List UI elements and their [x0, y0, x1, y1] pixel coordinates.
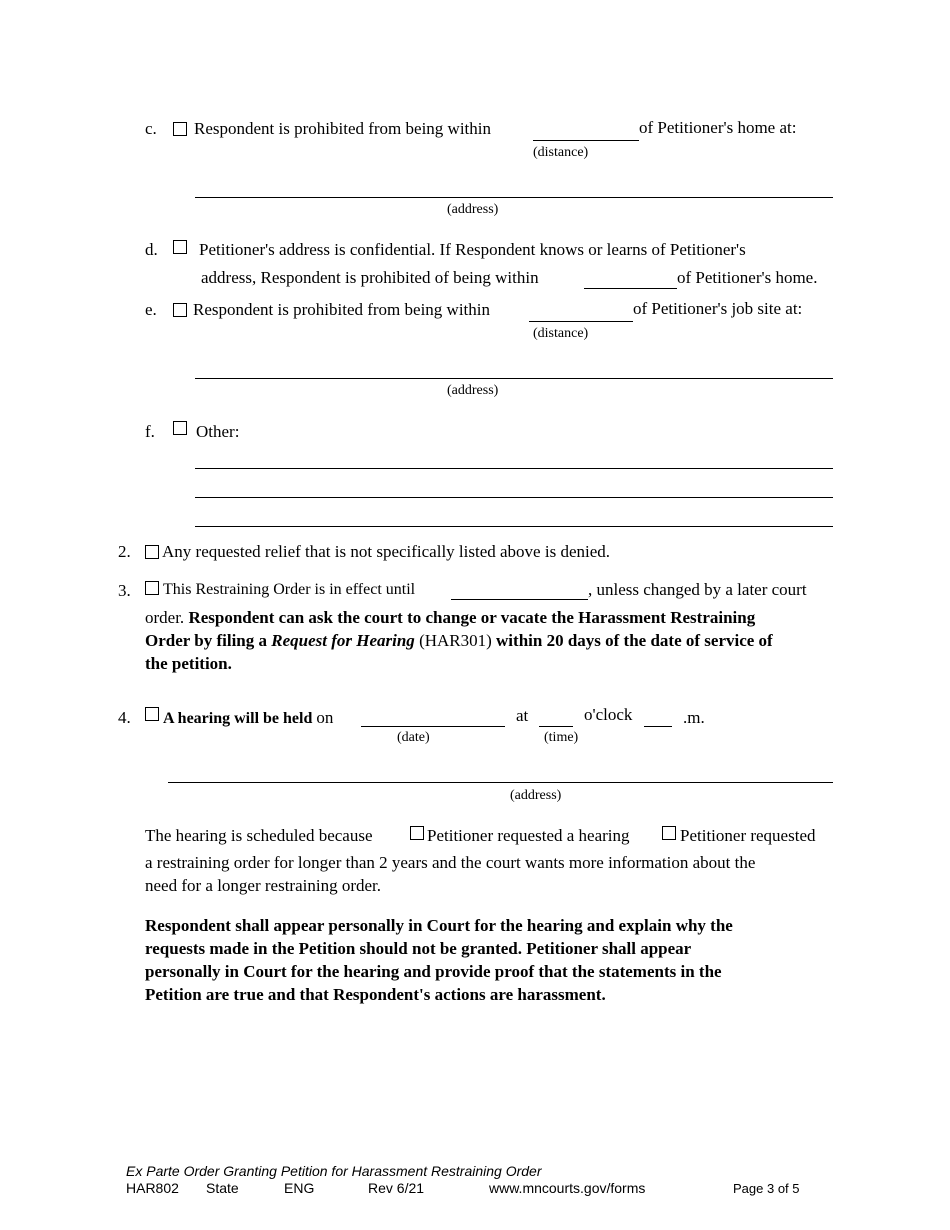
item-c-checkbox[interactable] — [173, 122, 187, 136]
footer-title: Ex Parte Order Granting Petition for Harassment Restraining Order — [126, 1163, 542, 1179]
item-3-line2-plain: order. — [145, 608, 185, 627]
item-2-text: Any requested relief that is not specifically listed above is denied. — [162, 542, 611, 561]
item-e-distance-blank[interactable] — [529, 321, 633, 322]
item-d-line2: address, Respondent is prohibited of being within — [201, 268, 539, 287]
item-3-line3 — [145, 632, 773, 649]
item-4-time-blank[interactable] — [539, 726, 573, 727]
item-4-address-label: (address) — [510, 788, 562, 803]
footer-page-number: Page 3 of 5 — [733, 1181, 800, 1196]
item-f-text: Other: — [196, 422, 240, 441]
item-3-checkbox[interactable] — [145, 581, 159, 595]
item-2-checkbox[interactable] — [145, 545, 159, 559]
item-3-date-blank[interactable] — [451, 599, 588, 600]
appearance-line1: Respondent shall appear personally in Court for the hearing and explain why the — [145, 916, 733, 935]
item-3-text-b: , unless changed by a later court — [588, 580, 807, 599]
item-e-distance-label: (distance) — [533, 326, 589, 341]
hearing-reason-line2: a restraining order for longer than 2 years and the court wants more information about the — [145, 853, 756, 872]
item-c-letter: c. — [145, 119, 157, 138]
item-c-distance-label: (distance) — [533, 145, 589, 160]
item-c-address-line[interactable] — [195, 197, 833, 198]
item-e-address-label: (address) — [447, 383, 499, 398]
item-4-line — [163, 709, 333, 727]
item-4-m-text: .m. — [683, 708, 705, 727]
appearance-line3: personally in Court for the hearing and provide proof that the statements in the — [145, 962, 722, 981]
item-d-letter: d. — [145, 240, 158, 259]
item-f-other-line-1[interactable] — [195, 468, 833, 469]
item-e-letter: e. — [145, 300, 157, 319]
item-4-on-text: on — [316, 708, 334, 727]
item-d-line1: Petitioner's address is confidential. If Respondent knows or learns of Petitioner's — [199, 240, 746, 259]
footer-website[interactable]: www.mncourts.gov/forms — [489, 1180, 646, 1196]
item-4-date-label: (date) — [397, 730, 430, 745]
footer-form-code: HAR802 — [126, 1180, 179, 1196]
item-f-letter: f. — [145, 422, 155, 441]
item-3-line2 — [145, 609, 755, 626]
hearing-reason-option2-checkbox[interactable] — [662, 826, 676, 840]
appearance-line4: Petition are true and that Respondent's actions are harassment. — [145, 985, 606, 1004]
item-e-checkbox[interactable] — [173, 303, 187, 317]
footer-language: ENG — [284, 1180, 315, 1196]
item-4-ampm-blank[interactable] — [644, 726, 672, 727]
hearing-reason-line3: need for a longer restraining order. — [145, 876, 382, 895]
item-4-oclock-text: o'clock — [584, 705, 633, 724]
item-4-date-blank[interactable] — [361, 726, 505, 727]
item-d-distance-blank[interactable] — [584, 288, 677, 289]
item-c-text: Respondent is prohibited from being within — [194, 119, 491, 138]
item-4-number: 4. — [118, 708, 131, 727]
item-3-text-a: This Restraining Order is in effect until — [163, 581, 416, 598]
item-e-text: Respondent is prohibited from being within — [193, 300, 490, 319]
footer-revision: Rev 6/21 — [368, 1180, 425, 1196]
item-4-checkbox[interactable] — [145, 707, 159, 721]
item-e-address-line[interactable] — [195, 378, 833, 379]
item-c-address-label: (address) — [447, 202, 499, 217]
item-d-suffix: of Petitioner's home. — [677, 268, 818, 287]
item-3-line3-plain: (HAR301) — [419, 631, 492, 650]
hearing-reason-option1-checkbox[interactable] — [410, 826, 424, 840]
item-4-at-text: at — [516, 706, 529, 725]
item-3-line3-bold-b: within 20 days of the date of service of — [496, 631, 773, 650]
item-3-line3-bold-a: Order by filing a — [145, 631, 267, 650]
item-2-number: 2. — [118, 542, 131, 561]
item-4-address-line[interactable] — [168, 782, 833, 783]
item-f-checkbox[interactable] — [173, 421, 187, 435]
item-4-time-label: (time) — [544, 730, 579, 745]
item-f-other-line-3[interactable] — [195, 526, 833, 527]
item-3-line2-bold: Respondent can ask the court to change or vacate the Harassment Restraining — [188, 608, 756, 627]
hearing-reason-option1: Petitioner requested a hearing — [427, 826, 630, 845]
hearing-reason-option2: Petitioner requested — [680, 826, 816, 845]
item-e-suffix: of Petitioner's job site at: — [633, 299, 803, 318]
footer-jurisdiction: State — [206, 1180, 239, 1196]
item-c-distance-blank[interactable] — [533, 140, 639, 141]
item-3-number: 3. — [118, 581, 131, 600]
item-d-checkbox[interactable] — [173, 240, 187, 254]
item-c-suffix: of Petitioner's home at: — [639, 118, 797, 137]
appearance-line2: requests made in the Petition should not be granted. Petitioner shall appear — [145, 939, 692, 958]
item-4-bold-text: A hearing will be held — [163, 710, 313, 727]
item-f-other-line-2[interactable] — [195, 497, 833, 498]
hearing-reason-lead: The hearing is scheduled because — [145, 826, 373, 845]
item-3-line4: the petition. — [145, 654, 232, 673]
item-3-line3-italic: Request for Hearing — [271, 631, 415, 650]
